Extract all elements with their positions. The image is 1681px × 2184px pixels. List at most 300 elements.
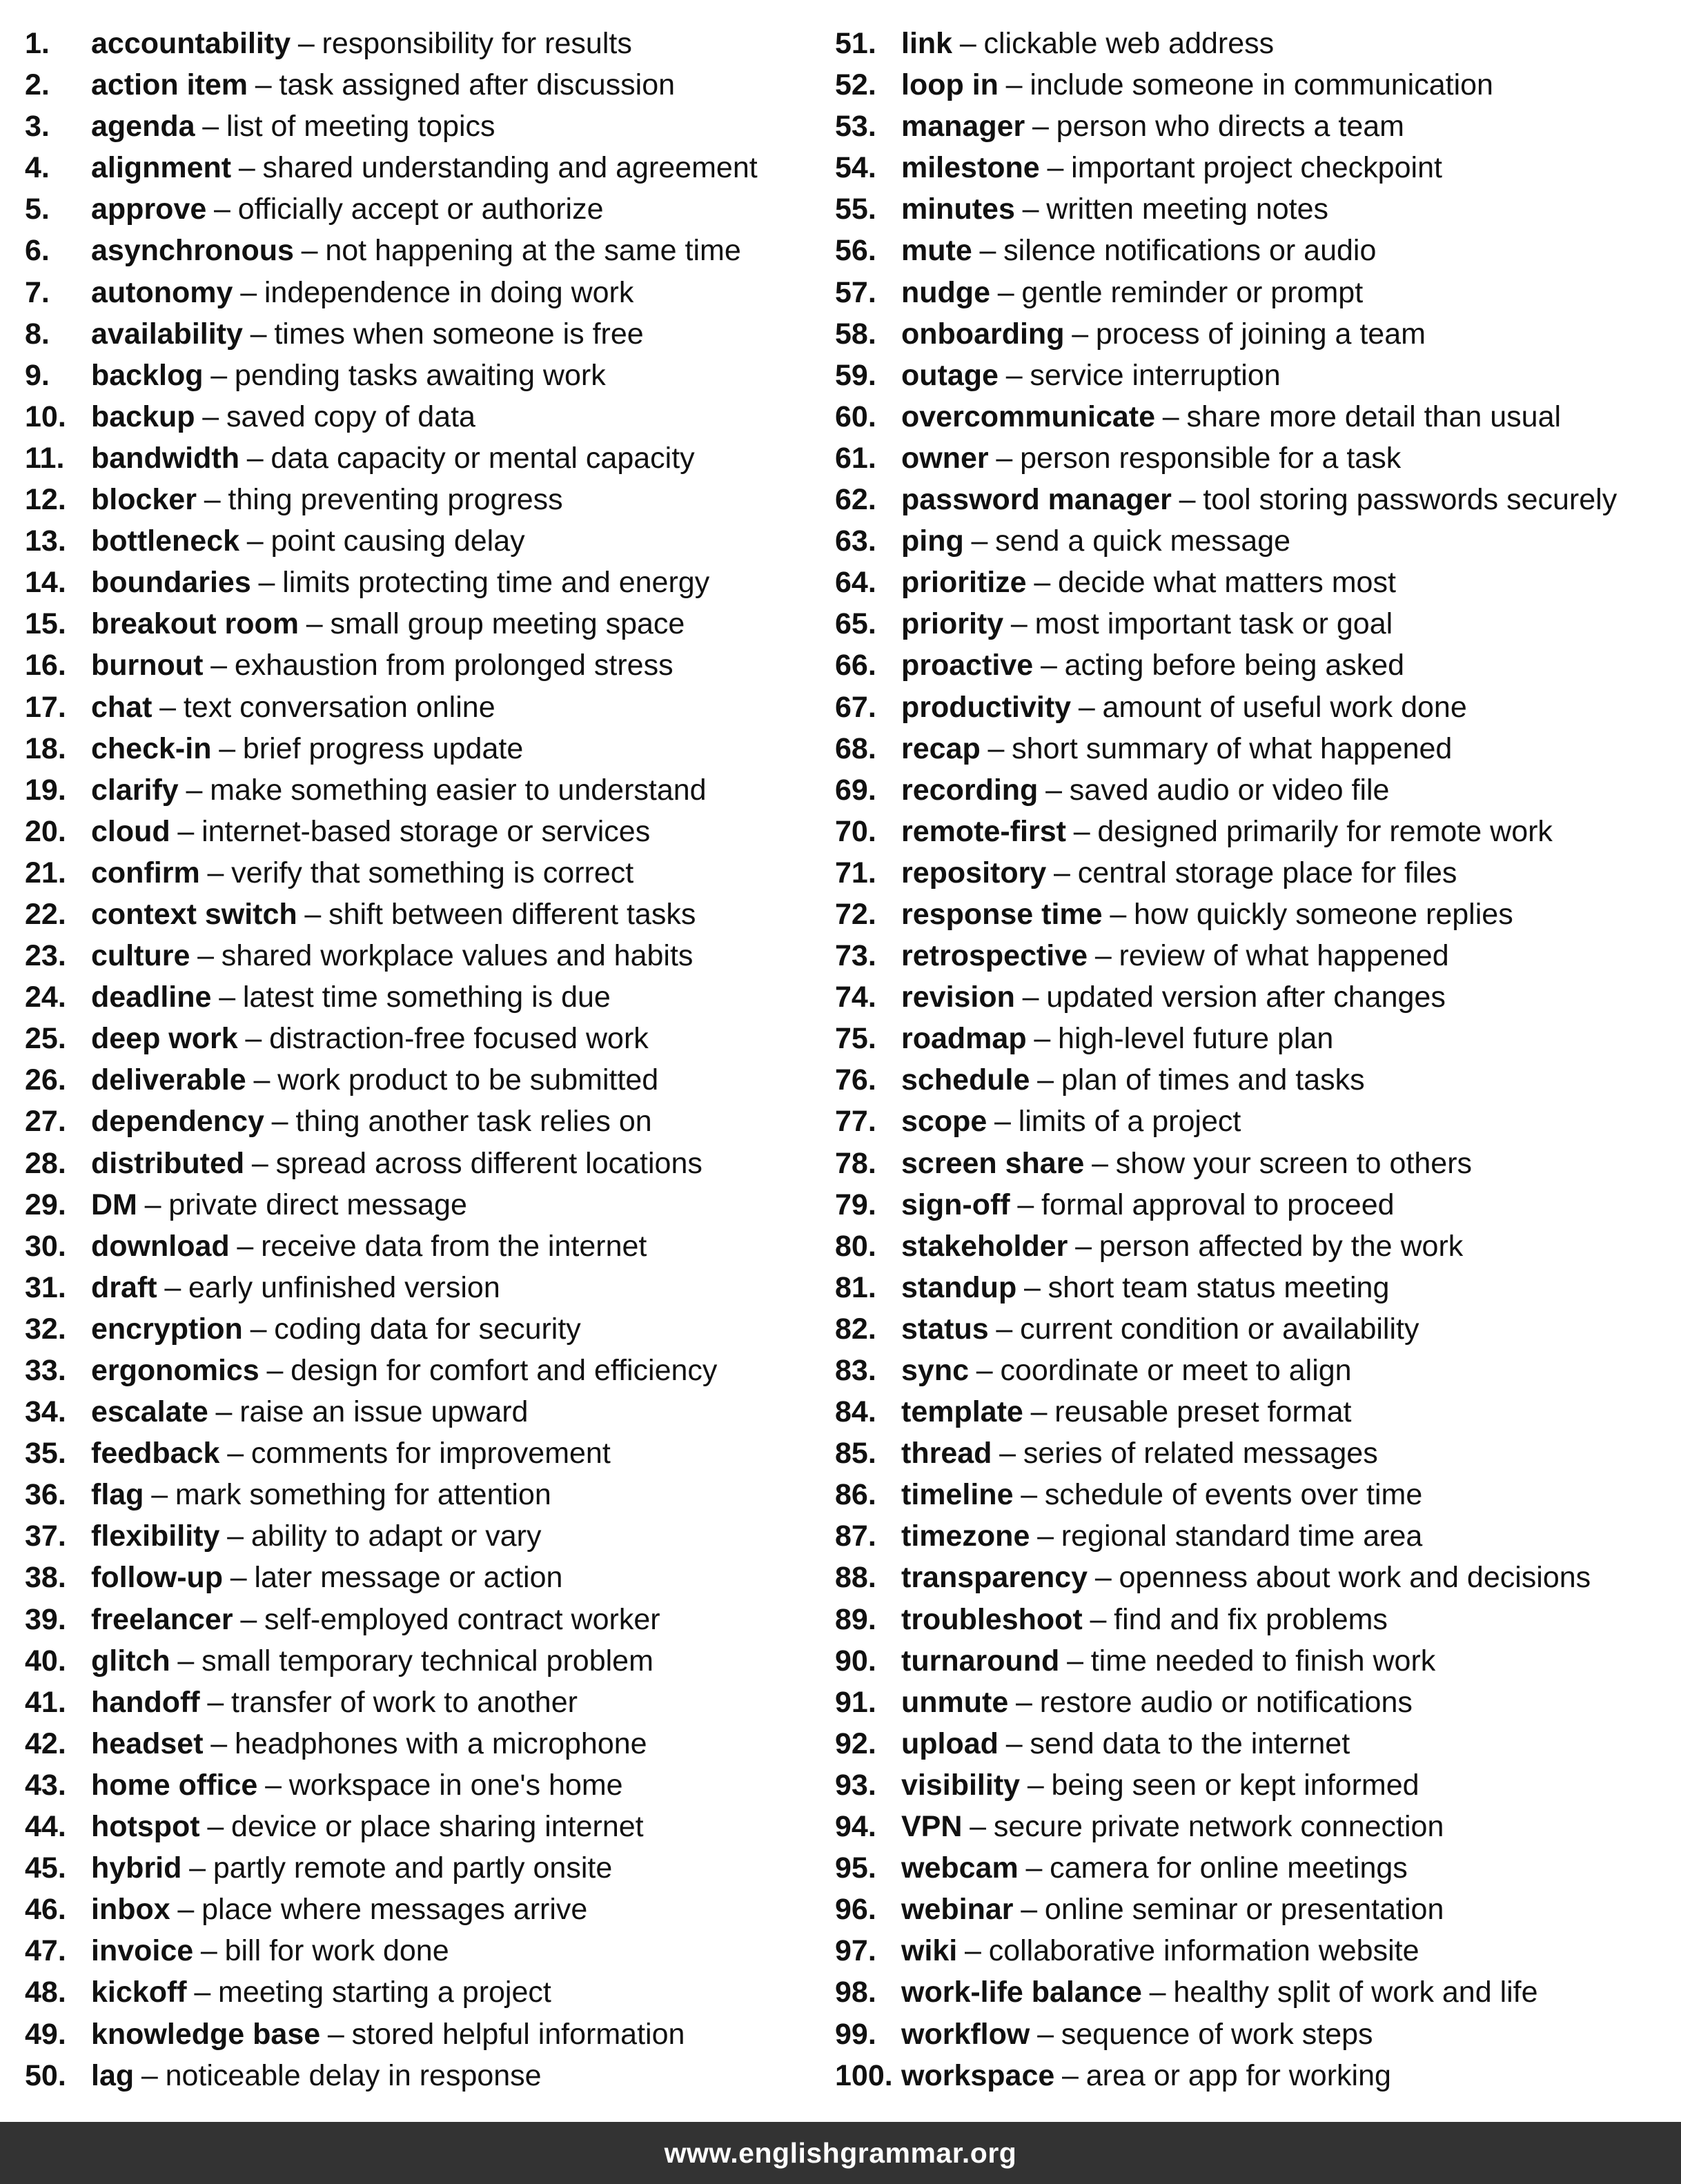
vocabulary-entry — [835, 1267, 1617, 1308]
entry-definition: receive data from the internet — [261, 1229, 647, 1263]
entry-term: recap — [901, 731, 981, 765]
entry-term: draft — [91, 1270, 157, 1304]
entry-term: check-in — [91, 731, 212, 765]
entry-term: manager — [901, 110, 1025, 144]
entry-definition: secure private network connection — [993, 1810, 1444, 1844]
vocabulary-entry — [835, 355, 1617, 396]
entry-term: distributed — [91, 1146, 245, 1180]
entry-term: backlog — [91, 358, 204, 392]
entry-term: autonomy — [91, 275, 233, 309]
entry-dash: – — [996, 1312, 1013, 1346]
vocabulary-entry — [25, 106, 758, 147]
entry-number: 31. — [25, 1270, 66, 1304]
entry-definition: restore audio or notifications — [1039, 1685, 1413, 1719]
entry-definition: list of meeting topics — [226, 110, 495, 144]
entry-definition: plan of times and tasks — [1061, 1063, 1365, 1097]
entry-dash: – — [207, 1810, 224, 1844]
entry-number: 9. — [25, 358, 50, 392]
entry-number: 80. — [835, 1229, 876, 1263]
vocabulary-entry — [835, 728, 1617, 769]
entry-dash: – — [1073, 814, 1090, 848]
entry-definition: share more detail than usual — [1186, 400, 1562, 433]
entry-term: workspace — [901, 2058, 1055, 2092]
entry-number: 65. — [835, 607, 876, 641]
vocabulary-entry — [835, 852, 1617, 894]
entry-number: 94. — [835, 1810, 876, 1844]
entry-dash: – — [1021, 1478, 1038, 1512]
entry-number: 13. — [25, 524, 66, 558]
entry-dash: – — [251, 1146, 268, 1180]
entry-number: 59. — [835, 358, 876, 392]
entry-number: 68. — [835, 731, 876, 765]
entry-number: 90. — [835, 1644, 876, 1678]
vocabulary-entry — [835, 1971, 1617, 2013]
entry-definition: send a quick message — [995, 524, 1291, 558]
entry-number: 58. — [835, 317, 876, 351]
vocabulary-entry — [25, 1184, 758, 1226]
vocabulary-entry — [835, 1682, 1617, 1723]
entry-dash: – — [207, 1685, 224, 1719]
entry-term: screen share — [901, 1146, 1085, 1180]
entry-definition: small group meeting space — [330, 607, 685, 641]
entry-dash: – — [1025, 1851, 1043, 1885]
entry-dash: – — [250, 1312, 267, 1346]
vocabulary-entry — [835, 1599, 1617, 1640]
entry-term: standup — [901, 1270, 1017, 1304]
entry-term: knowledge base — [91, 2017, 321, 2051]
entry-number: 98. — [835, 1976, 876, 2009]
vocabulary-entry — [835, 769, 1617, 811]
entry-number: 49. — [25, 2017, 66, 2051]
entry-dash: – — [219, 731, 236, 765]
entry-definition: person affected by the work — [1099, 1229, 1464, 1263]
entry-term: inbox — [91, 1893, 170, 1927]
entry-definition: designed primarily for remote work — [1097, 814, 1553, 848]
entry-term: chat — [91, 690, 153, 724]
entry-dash: – — [215, 1395, 233, 1429]
vocabulary-entry — [25, 728, 758, 769]
entry-term: VPN — [901, 1810, 963, 1844]
entry-term: blocker — [91, 483, 197, 517]
entry-dash: – — [144, 1188, 161, 1221]
entry-definition: time needed to finish work — [1090, 1644, 1436, 1678]
entry-definition: area or app for working — [1085, 2058, 1391, 2092]
vocabulary-entry — [25, 520, 758, 562]
entry-definition: responsibility for results — [322, 27, 632, 60]
entry-term: turnaround — [901, 1644, 1060, 1678]
entry-term: follow-up — [91, 1561, 224, 1595]
entry-term: owner — [901, 441, 989, 475]
entry-term: bandwidth — [91, 441, 239, 475]
entry-dash: – — [230, 1561, 247, 1595]
entry-dash: – — [1021, 1893, 1038, 1927]
entry-dash: – — [1037, 2017, 1054, 2051]
entry-definition: short summary of what happened — [1012, 731, 1453, 765]
vocabulary-entry — [25, 2055, 758, 2096]
entry-definition: central storage place for files — [1077, 856, 1457, 889]
entry-number: 62. — [835, 483, 876, 517]
entry-definition: formal approval to proceed — [1041, 1188, 1395, 1221]
vocabulary-entry — [25, 23, 758, 64]
entry-definition: device or place sharing internet — [231, 1810, 644, 1844]
entry-dash: – — [1090, 1602, 1107, 1636]
entry-term: unmute — [901, 1685, 1009, 1719]
entry-dash: – — [141, 2058, 158, 2092]
entry-number: 100. — [835, 2058, 893, 2092]
footer-bar — [0, 2122, 1681, 2184]
vocabulary-entry — [25, 894, 758, 935]
entry-number: 72. — [835, 897, 876, 931]
entry-dash: – — [207, 856, 224, 889]
vocabulary-entry — [25, 1640, 758, 1682]
vocabulary-entry — [835, 1764, 1617, 1806]
entry-term: overcommunicate — [901, 400, 1156, 433]
entry-dash: – — [1162, 400, 1179, 433]
entry-dash: – — [1023, 1270, 1041, 1304]
entry-definition: headphones with a microphone — [234, 1726, 647, 1760]
vocabulary-entry — [835, 520, 1617, 562]
entry-number: 85. — [835, 1437, 876, 1470]
entry-definition: camera for online meetings — [1050, 1851, 1408, 1885]
vocabulary-entry — [25, 230, 758, 271]
entry-number: 39. — [25, 1602, 66, 1636]
entry-term: transparency — [901, 1561, 1088, 1595]
entry-number: 42. — [25, 1726, 66, 1760]
entry-term: download — [91, 1229, 230, 1263]
vocabulary-entry — [835, 1433, 1617, 1474]
entry-definition: partly remote and partly onsite — [213, 1851, 613, 1885]
entry-dash: – — [1027, 1768, 1044, 1802]
entry-definition: decide what matters most — [1058, 566, 1396, 600]
entry-number: 70. — [835, 814, 876, 848]
entry-term: sync — [901, 1354, 970, 1387]
vocabulary-entry — [25, 935, 758, 976]
vocabulary-entry — [25, 811, 758, 852]
entry-dash: – — [987, 731, 1005, 765]
entry-term: outage — [901, 358, 999, 392]
entry-number: 54. — [835, 151, 876, 185]
entry-definition: small temporary technical problem — [201, 1644, 653, 1678]
vocabulary-entry — [835, 1143, 1617, 1184]
entry-definition: place where messages arrive — [201, 1893, 588, 1927]
entry-definition: shift between different tasks — [328, 897, 696, 931]
entry-definition: schedule of events over time — [1044, 1478, 1423, 1512]
entry-number: 37. — [25, 1519, 66, 1553]
entry-definition: review of what happened — [1119, 939, 1449, 973]
entry-dash: – — [959, 27, 976, 60]
entry-number: 41. — [25, 1685, 66, 1719]
entry-dash: – — [1045, 773, 1062, 807]
vocabulary-entry — [25, 1267, 758, 1308]
entry-number: 33. — [25, 1354, 66, 1387]
entry-dash: – — [219, 981, 236, 1014]
entry-number: 99. — [835, 2017, 876, 2051]
vocabulary-entry — [25, 852, 758, 894]
entry-dash: – — [1005, 68, 1023, 102]
entry-definition: saved audio or video file — [1069, 773, 1390, 807]
entry-definition: latest time something is due — [242, 981, 611, 1014]
entry-term: roadmap — [901, 1022, 1027, 1056]
entry-definition: being seen or kept informed — [1051, 1768, 1419, 1802]
entry-term: dependency — [91, 1105, 264, 1139]
vocabulary-entry — [25, 313, 758, 355]
vocabulary-entry — [25, 1764, 758, 1806]
entry-term: backup — [91, 400, 195, 433]
entry-definition: written meeting notes — [1046, 193, 1329, 226]
entry-definition: comments for improvement — [250, 1437, 611, 1470]
entry-number: 87. — [835, 1519, 876, 1553]
entry-dash: – — [1047, 151, 1064, 185]
vocabulary-entry — [835, 811, 1617, 852]
vocabulary-entry — [25, 1930, 758, 1971]
entry-dash: – — [297, 27, 315, 60]
entry-number: 82. — [835, 1312, 876, 1346]
vocabulary-entry — [25, 976, 758, 1018]
entry-dash: – — [1017, 1188, 1034, 1221]
entry-number: 74. — [835, 981, 876, 1014]
entry-definition: most important task or goal — [1034, 607, 1393, 641]
entry-dash: – — [258, 566, 275, 600]
entry-dash: – — [1092, 1146, 1109, 1180]
entry-number: 12. — [25, 483, 66, 517]
entry-number: 25. — [25, 1022, 66, 1056]
entry-dash: – — [255, 68, 272, 102]
entry-dash: – — [159, 690, 177, 724]
entry-number: 93. — [835, 1768, 876, 1802]
entry-definition: updated version after changes — [1046, 981, 1446, 1014]
entry-number: 51. — [835, 27, 876, 60]
entry-dash: – — [1022, 193, 1039, 226]
entry-term: remote-first — [901, 814, 1066, 848]
vocabulary-entry — [25, 1682, 758, 1723]
entry-definition: regional standard time area — [1061, 1519, 1423, 1553]
vocabulary-entry — [835, 147, 1617, 188]
entry-definition: clickable web address — [983, 27, 1275, 60]
entry-definition: point causing delay — [271, 524, 525, 558]
entry-dash: – — [301, 234, 318, 268]
entry-dash: – — [214, 193, 230, 226]
entry-definition: process of joining a team — [1095, 317, 1426, 351]
entry-term: hotspot — [91, 1810, 200, 1844]
entry-term: prioritize — [901, 566, 1027, 600]
entry-term: kickoff — [91, 1976, 187, 2009]
vocabulary-entry — [835, 1018, 1617, 1059]
entry-term: alignment — [91, 151, 232, 185]
entry-term: approve — [91, 193, 207, 226]
entry-definition: acting before being asked — [1064, 649, 1405, 682]
vocabulary-entry — [25, 645, 758, 686]
entry-dash: – — [271, 1105, 288, 1139]
entry-dash: – — [177, 1893, 195, 1927]
entry-term: DM — [91, 1188, 137, 1221]
entry-dash: – — [306, 607, 323, 641]
entry-definition: exhaustion from prolonged stress — [234, 649, 674, 682]
entry-number: 40. — [25, 1644, 66, 1678]
vocabulary-entry — [25, 355, 758, 396]
entry-dash: – — [1149, 1976, 1166, 2009]
entry-definition: bill for work done — [224, 1934, 449, 1968]
vocabulary-entry — [25, 272, 758, 313]
entry-definition: coordinate or meet to align — [1000, 1354, 1352, 1387]
vocabulary-entry — [835, 106, 1617, 147]
entry-term: scope — [901, 1105, 987, 1139]
entry-term: proactive — [901, 649, 1034, 682]
entry-number: 3. — [25, 110, 50, 144]
entry-definition: reusable preset format — [1054, 1395, 1352, 1429]
entry-definition: healthy split of work and life — [1173, 1976, 1538, 2009]
vocabulary-entry — [25, 1723, 758, 1764]
vocabulary-entry — [25, 396, 758, 437]
entry-term: deadline — [91, 981, 212, 1014]
entry-term: encryption — [91, 1312, 243, 1346]
entry-dash: – — [1094, 1561, 1112, 1595]
entry-dash: – — [204, 483, 221, 517]
entry-dash: – — [1022, 981, 1039, 1014]
entry-definition: thing preventing progress — [228, 483, 563, 517]
vocabulary-entry — [25, 2014, 758, 2055]
vocabulary-entry — [835, 1350, 1617, 1391]
entry-number: 28. — [25, 1146, 66, 1180]
entry-number: 16. — [25, 649, 66, 682]
entry-number: 86. — [835, 1478, 876, 1512]
entry-term: recording — [901, 773, 1039, 807]
entry-number: 5. — [25, 193, 50, 226]
entry-term: mute — [901, 234, 972, 268]
entry-dash: – — [994, 1105, 1011, 1139]
entry-term: onboarding — [901, 317, 1065, 351]
entry-number: 30. — [25, 1229, 66, 1263]
entry-definition: send data to the internet — [1030, 1726, 1350, 1760]
vocabulary-entry — [25, 1474, 758, 1515]
vocabulary-entry — [835, 437, 1617, 479]
entry-term: priority — [901, 607, 1004, 641]
entry-term: revision — [901, 981, 1015, 1014]
entry-definition: verify that something is correct — [231, 856, 634, 889]
entry-dash: – — [1179, 483, 1196, 517]
entry-dash: – — [1030, 1395, 1048, 1429]
vocabulary-entry — [835, 1889, 1617, 1930]
vocabulary-entry — [835, 645, 1617, 686]
entry-dash: – — [1110, 897, 1127, 931]
entry-dash: – — [164, 1270, 181, 1304]
entry-dash: – — [210, 1726, 228, 1760]
entry-term: repository — [901, 856, 1047, 889]
entry-definition: design for comfort and efficiency — [291, 1354, 718, 1387]
vocabulary-entry — [835, 687, 1617, 728]
entry-term: lag — [91, 2058, 135, 2092]
entry-term: ping — [901, 524, 964, 558]
entry-term: thread — [901, 1437, 992, 1470]
entry-dash: – — [210, 649, 228, 682]
entry-number: 50. — [25, 2058, 66, 2092]
entry-definition: tool storing passwords securely — [1203, 483, 1618, 517]
entry-dash: – — [240, 275, 257, 309]
entry-number: 24. — [25, 981, 66, 1014]
entry-definition: saved copy of data — [226, 400, 475, 433]
vocabulary-entry — [835, 188, 1617, 230]
vocabulary-entry — [835, 1640, 1617, 1682]
entry-definition: thing another task relies on — [295, 1105, 652, 1139]
vocabulary-entry — [835, 1059, 1617, 1101]
entry-term: freelancer — [91, 1602, 233, 1636]
entry-number: 60. — [835, 400, 876, 433]
entry-dash: – — [996, 441, 1013, 475]
entry-term: password manager — [901, 483, 1172, 517]
vocabulary-entry — [835, 1806, 1617, 1847]
entry-term: deep work — [91, 1022, 238, 1056]
entry-number: 22. — [25, 897, 66, 931]
entry-number: 45. — [25, 1851, 66, 1885]
entry-number: 61. — [835, 441, 876, 475]
entry-definition: short team status meeting — [1048, 1270, 1390, 1304]
entry-term: milestone — [901, 151, 1040, 185]
entry-term: response time — [901, 897, 1103, 931]
vocabulary-entry — [835, 935, 1617, 976]
entry-number: 18. — [25, 731, 66, 765]
vocabulary-entry — [25, 769, 758, 811]
entry-definition: person who directs a team — [1056, 110, 1404, 144]
entry-definition: text conversation online — [183, 690, 495, 724]
entry-number: 78. — [835, 1146, 876, 1180]
vocabulary-entry — [835, 1474, 1617, 1515]
entry-term: retrospective — [901, 939, 1088, 973]
entry-definition: raise an issue upward — [239, 1395, 529, 1429]
entry-term: troubleshoot — [901, 1602, 1083, 1636]
vocabulary-entry — [835, 1101, 1617, 1142]
entry-definition: gentle reminder or prompt — [1021, 275, 1364, 309]
entry-number: 96. — [835, 1893, 876, 1927]
entry-term: wiki — [901, 1934, 958, 1968]
entry-term: glitch — [91, 1644, 170, 1678]
entry-definition: officially accept or authorize — [237, 193, 604, 226]
entry-definition: collaborative information website — [988, 1934, 1419, 1968]
entry-dash: – — [1037, 1063, 1054, 1097]
entry-number: 17. — [25, 690, 66, 724]
entry-number: 67. — [835, 690, 876, 724]
entry-term: availability — [91, 317, 243, 351]
entry-dash: – — [227, 1519, 244, 1553]
vocabulary-entry — [25, 1599, 758, 1640]
entry-dash: – — [245, 1022, 262, 1056]
vocabulary-entry — [835, 2055, 1617, 2096]
entry-number: 6. — [25, 234, 50, 268]
entry-dash: – — [1037, 1519, 1054, 1553]
entry-term: minutes — [901, 193, 1015, 226]
entry-term: link — [901, 27, 953, 60]
entry-number: 19. — [25, 773, 66, 807]
vocabulary-entry — [835, 272, 1617, 313]
entry-number: 71. — [835, 856, 876, 889]
entry-number: 14. — [25, 566, 66, 600]
entry-term: webinar — [901, 1893, 1014, 1927]
entry-number: 69. — [835, 773, 876, 807]
entry-term: asynchronous — [91, 234, 294, 268]
entry-term: clarify — [91, 773, 179, 807]
vocabulary-entry — [835, 976, 1617, 1018]
footer-site-link[interactable]: www.englishgrammar.org — [664, 2136, 1017, 2169]
entry-number: 66. — [835, 649, 876, 682]
entry-term: timezone — [901, 1519, 1030, 1553]
vocabulary-entry — [25, 1101, 758, 1142]
entry-definition: find and fix problems — [1114, 1602, 1388, 1636]
entry-dash: – — [1078, 690, 1095, 724]
entry-term: deliverable — [91, 1063, 246, 1097]
entry-term: timeline — [901, 1478, 1014, 1512]
entry-term: nudge — [901, 275, 990, 309]
vocabulary-entry — [25, 562, 758, 603]
entry-term: feedback — [91, 1437, 220, 1470]
entry-term: webcam — [901, 1851, 1019, 1885]
